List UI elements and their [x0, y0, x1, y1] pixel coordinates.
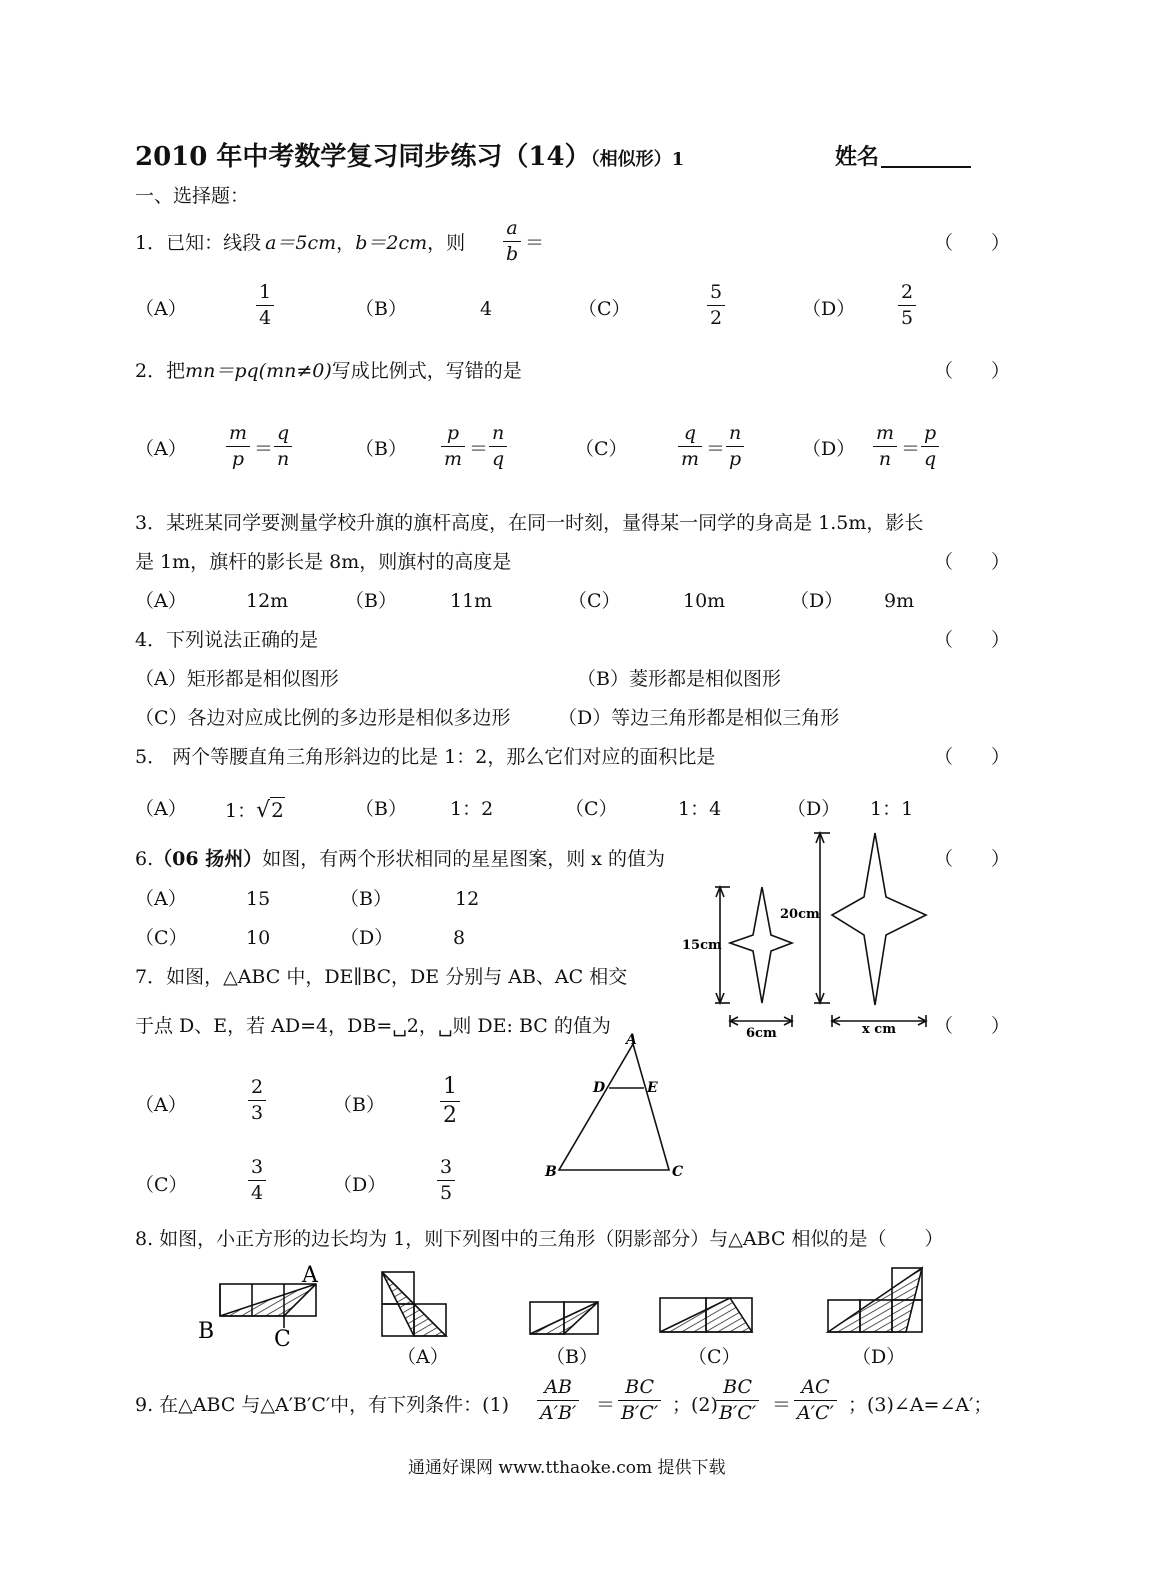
dim-15cm: 15cm [682, 938, 722, 953]
q4-option-c: （C）各边对应成比例的多边形是相似多边形 [135, 707, 511, 729]
vertex-a: A [626, 1032, 637, 1048]
title-main: 2010 年中考数学复习同步练习（14） [135, 142, 591, 172]
q5-option-a: 1：√2 [225, 798, 284, 823]
q2-d-left: m n [873, 424, 897, 469]
q8-option-d-figure [828, 1268, 922, 1332]
q1-equals: ＝ [525, 232, 545, 254]
q9-stem: 9. 在△ABC 与△A′B′C′中，有下列条件：(1) [135, 1394, 510, 1416]
dim-20cm: 20cm [780, 907, 820, 922]
name-field [835, 146, 971, 168]
q8-option-c-figure [660, 1298, 752, 1332]
q7-option-c-label: （C） [135, 1174, 188, 1196]
q3-stem-line1: 3．某班某同学要测量学校升旗的旗杆高度，在同一时刻，量得某一同学的身高是 1.5m，影长 [135, 512, 924, 534]
q3-option-d: 9m [884, 590, 915, 612]
q4-answer-blank: （ ） [934, 629, 1011, 651]
q4-option-d: （D）等边三角形都是相似三角形 [558, 707, 840, 729]
q3-option-a-label: （A） [135, 590, 187, 612]
q7-option-d: 3 5 [437, 1158, 455, 1203]
q4-option-a: （A）矩形都是相似图形 [135, 668, 339, 690]
worksheet-page: 2010 年中考数学复习同步练习（14）（相似形）1 姓名 一、选择题： 1．已知：线段 a＝5cm，b＝2cm，则 a b ＝ （ ） （A） 1 4 （B） 4 （C） 5 2 （D） 2 5 2．把mn＝pq(mn≠0)写成比例式，写错的是 （ ） （A） m p ＝ q n （B） p m ＝ n q （C） q m ＝ n p （D） m n ＝ p q 3．某班某同学要测量学校升旗的旗杆高度，在同一时刻，量得某一同学的身高是 1.5m，影长 是 1m，旗杆的影长是 8m，则旗村的高度是 （ ） （A） 12m （B） 11m （C） 10m （D） 9m 4．下列说法正确的是 （ ） （A）矩形都是相似图形 （B）菱形都是相似图形 （C）各边对应成比例的多边形是相似多边形 （D）等边三角形都是相似三角形 5． 两个等腰直角三角形斜边的比是 1：2，那么它们对应的面积比是 （ ） （A） 1：√2 （B） 1：2 （C） 1：4 （D） 1：1 6.（06 扬州）如图，有两个形状相同的星星图案，则 x 的值为 （ ） （A） 15 （B） 12 （C） 10 （D） 8 15cm 20cm 6cm x cm 7．如图，△ABC 中，DE∥BC，DE 分别与 AB、AC 相交 于点 D、E，若 AD=4，DB=␣2，␣则 DE: BC 的值为 （ ） （A） 2 3 （B） 1 2 （C） 3 4 （D） 3 5 A D E B C 8. 如图，小正方形的边长均为 1，则下列图中的三角形（阴影部分）与△ABC 相似的是（ ） A B C （A） （B） （C） （D） 9. 在△ABC 与△A′B′C′中，有下列条件：(1) AB A′B′ ＝ BC B′C′ ；(2) BC B′C′ ＝ AC A′C′ ；(3)∠A=∠A′； 通通好课网 www.tthaoke.com 提供下载 [135, 142, 1011, 1478]
q8-option-b-figure [530, 1302, 598, 1334]
vertex-d: D [593, 1080, 606, 1096]
q7-option-a-label: （A） [135, 1094, 187, 1116]
page-title [135, 144, 684, 170]
q2-b-right: n q [489, 424, 507, 469]
q8-label-option-a: （A） [397, 1346, 449, 1368]
q3-answer-blank: （ ） [934, 551, 1011, 573]
q3-option-d-label: （D） [790, 590, 844, 612]
q8-label-a: A [302, 1263, 318, 1288]
q2-a-right: q n [274, 424, 292, 469]
q7-stem-line2: 于点 D、E，若 AD=4，DB=␣2，␣则 DE: BC 的值为 [135, 1015, 611, 1037]
q7-option-c: 3 4 [248, 1158, 266, 1203]
q5-option-b: 1：2 [450, 798, 494, 820]
q5-option-c: 1：4 [678, 798, 722, 820]
dim-xcm: x cm [862, 1022, 896, 1037]
q6-option-d-label: （D） [340, 927, 394, 949]
q5-option-a-label: （A） [135, 798, 187, 820]
page-footer: 通通好课网 www.tthaoke.com 提供下载 [408, 1458, 726, 1478]
q2-answer-blank: （ ） [934, 360, 1011, 382]
q1-fraction: a b [503, 219, 521, 264]
q1-option-b: 4 [480, 298, 493, 320]
q2-b-left: p m [441, 424, 465, 469]
q1-option-b-label: （B） [355, 298, 407, 320]
q6-answer-blank: （ ） [934, 848, 1011, 870]
q7-option-d-label: （D） [333, 1174, 387, 1196]
dim-6cm: 6cm [746, 1026, 777, 1041]
q3-option-b: 11m [450, 590, 493, 612]
q1-option-c-label: （C） [578, 298, 631, 320]
q8-label-option-b: （B） [546, 1346, 598, 1368]
q6-option-c: 10 [246, 927, 271, 949]
name-label: 姓名 [835, 144, 880, 170]
q3-stem-line2: 是 1m，旗杆的影长是 8m，则旗村的高度是 [135, 551, 512, 573]
q2-option-c-label: （C） [575, 438, 628, 460]
q8-reference [220, 1284, 316, 1328]
q6-option-b: 12 [455, 888, 480, 910]
q9-fraction-2: BC B′C′ [618, 1378, 661, 1423]
q1-stem: 1．已知：线段 a＝5cm，b＝2cm，则 [135, 232, 466, 254]
q7-triangle-figure [535, 1030, 695, 1185]
q7-stem-line1: 7．如图，△ABC 中，DE∥BC，DE 分别与 AB、AC 相交 [135, 966, 628, 988]
q8-label-option-d: （D） [852, 1346, 906, 1368]
q5-option-d: 1：1 [870, 798, 914, 820]
vertex-e: E [647, 1080, 658, 1096]
q9-fraction-3: BC B′C′ [716, 1378, 759, 1423]
q8-label-b: B [198, 1319, 215, 1344]
q7-option-a: 2 3 [248, 1078, 266, 1123]
q4-stem: 4．下列说法正确的是 [135, 629, 319, 651]
q6-stem: 6.（06 扬州）如图，有两个形状相同的星星图案，则 x 的值为 [135, 848, 665, 870]
q1-option-c: 5 2 [707, 283, 725, 328]
q6-option-a-label: （A） [135, 888, 187, 910]
section-heading: 一、选择题： [135, 185, 250, 207]
q8-label-c: C [274, 1327, 291, 1352]
q9-fraction-4: AC A′C′ [794, 1378, 837, 1423]
q6-option-a: 15 [246, 888, 271, 910]
q7-option-b-label: （B） [333, 1094, 385, 1116]
q8-label-option-c: （C） [688, 1346, 741, 1368]
q8-option-a-figure [382, 1272, 446, 1336]
q2-stem: 2．把mn＝pq(mn≠0)写成比例式，写错的是 [135, 360, 522, 382]
q5-option-c-label: （C） [565, 798, 618, 820]
q2-option-d-label: （D） [802, 438, 856, 460]
q6-stars-figure [680, 825, 940, 1045]
q5-stem: 5． 两个等腰直角三角形斜边的比是 1：2，那么它们对应的面积比是 [135, 746, 716, 768]
q1-option-a: 1 4 [256, 283, 274, 328]
q3-option-b-label: （B） [345, 590, 397, 612]
q5-answer-blank: （ ） [934, 746, 1011, 768]
q1-answer-blank: （ ） [934, 232, 1011, 254]
triangle-abc [559, 1044, 669, 1170]
q9-fraction-1: AB A′B′ [537, 1378, 579, 1423]
q6-option-c-label: （C） [135, 927, 188, 949]
q7-answer-blank: （ ） [934, 1015, 1011, 1037]
name-blank [881, 146, 971, 168]
q2-c-left: q m [678, 424, 702, 469]
q3-option-c-label: （C） [568, 590, 621, 612]
q2-d-right: p q [921, 424, 939, 469]
vertex-c: C [672, 1164, 684, 1180]
q6-option-b-label: （B） [340, 888, 392, 910]
q4-option-b: （B）菱形都是相似图形 [577, 668, 781, 690]
title-sub: （相似形）1 [590, 149, 685, 170]
q2-option-a-label: （A） [135, 438, 187, 460]
q5-option-b-label: （B） [355, 798, 407, 820]
q1-option-d-label: （D） [802, 298, 856, 320]
q3-option-c: 10m [683, 590, 726, 612]
q2-c-right: n p [726, 424, 744, 469]
q3-option-a: 12m [246, 590, 289, 612]
q6-option-d: 8 [453, 927, 466, 949]
q2-option-b-label: （B） [355, 438, 407, 460]
q7-option-b: 1 2 [440, 1076, 460, 1127]
small-star [730, 887, 792, 1003]
q5-option-d-label: （D） [787, 798, 841, 820]
q1-option-d: 2 5 [898, 283, 916, 328]
q8-stem: 8. 如图，小正方形的边长均为 1，则下列图中的三角形（阴影部分）与△ABC 相似的是（ ） [135, 1228, 944, 1250]
vertex-b: B [545, 1164, 557, 1180]
q2-a-left: m p [226, 424, 250, 469]
large-star [832, 833, 926, 1005]
q1-option-a-label: （A） [135, 298, 187, 320]
